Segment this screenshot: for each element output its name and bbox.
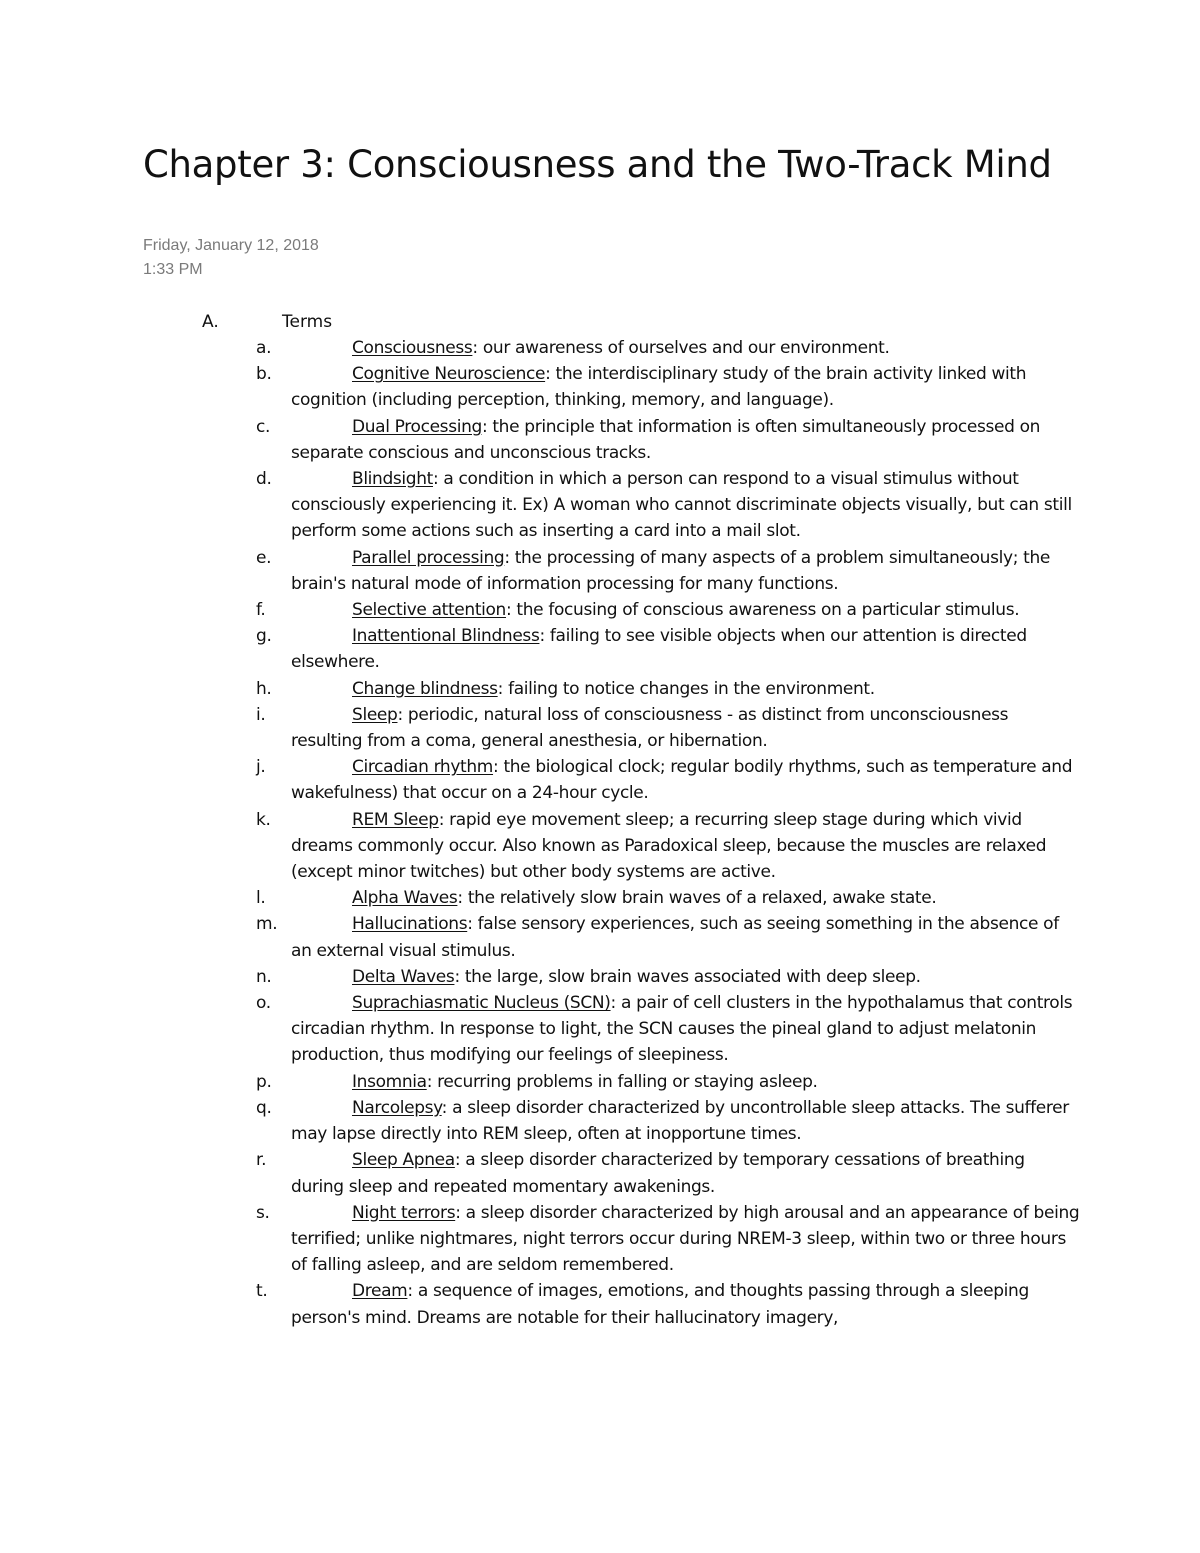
- list-item: [0, 335, 1081, 361]
- term-name: Sleep: [352, 704, 398, 725]
- term-name: Circadian rhythm: [352, 757, 494, 778]
- term-name: Dual Processing: [352, 416, 482, 437]
- term-name: Delta Waves: [352, 966, 455, 987]
- list-marker: a.: [256, 338, 272, 358]
- section-heading: [0, 309, 1200, 335]
- term-definition: : our awareness of ourselves and our environment.: [472, 338, 890, 358]
- term-name: Selective attention: [352, 600, 506, 621]
- page-title: Chapter 3: Consciousness and the Two-Track Mind: [143, 143, 1052, 186]
- list-item: [0, 702, 1081, 754]
- list-item: [0, 964, 1081, 990]
- section-marker: A.: [202, 312, 219, 332]
- term-definition: : the relatively slow brain waves of a relaxed, awake state.: [457, 888, 937, 909]
- term-name: Cognitive Neuroscience: [352, 364, 546, 385]
- list-marker: c.: [256, 416, 271, 437]
- list-item: [0, 911, 1081, 963]
- list-item: [0, 1095, 1081, 1147]
- list-item: [0, 885, 1081, 911]
- list-item: [0, 361, 1081, 413]
- term-definition: : the interdisciplinary study of the brain activity linked with cognition (including perception, thinking, memory, and language).: [291, 364, 1027, 411]
- list-marker: f.: [256, 600, 266, 621]
- list-marker: n.: [256, 966, 272, 987]
- term-name: Parallel processing: [352, 547, 505, 568]
- list-marker: k.: [256, 809, 271, 830]
- term-definition: : the principle that information is often simultaneously processed on separate conscious and unconscious tracks.: [291, 416, 1041, 463]
- list-marker: j.: [256, 757, 266, 778]
- list-marker: d.: [256, 469, 272, 490]
- term-definition: : the biological clock; regular bodily rhythms, such as temperature and wakefulness) that occur on a 24-hour cycle.: [291, 757, 1073, 804]
- term-definition: : a sleep disorder characterized by temporary cessations of breathing during sleep and repeated momentary awakenings.: [291, 1150, 1025, 1197]
- list-item: [0, 414, 1081, 466]
- section-label: Terms: [282, 312, 333, 332]
- list-item: [0, 1069, 1081, 1095]
- term-name: Dream: [352, 1281, 408, 1302]
- list-marker: o.: [256, 993, 271, 1014]
- list-marker: t.: [256, 1281, 268, 1302]
- list-marker: b.: [256, 364, 272, 385]
- list-marker: r.: [256, 1150, 267, 1171]
- term-name: Narcolepsy: [352, 1097, 442, 1118]
- term-definition: : a sleep disorder characterized by high arousal and an appearance of being terrified; unlike nightmares, night terrors occur during NREM-3 sleep, within two or three hours of falling asleep, and are seldom remembered.: [291, 1202, 1080, 1276]
- list-marker: s.: [256, 1202, 270, 1223]
- term-definition: : the processing of many aspects of a problem simultaneously; the brain's natural mode of information processing for many functions.: [291, 547, 1050, 594]
- list-item: [0, 807, 1081, 886]
- list-marker: g.: [256, 626, 272, 647]
- list-marker: p.: [256, 1071, 272, 1092]
- list-item: [0, 676, 1081, 702]
- term-name: Hallucinations: [352, 914, 468, 935]
- term-definition: : a pair of cell clusters in the hypothalamus that controls circadian rhythm. In response to light, the SCN causes the pineal gland to adjust melatonin production, thus modifying our feelings of sleepiness.: [291, 993, 1073, 1066]
- term-name: Alpha Waves: [352, 888, 458, 909]
- list-item: [0, 1278, 1081, 1330]
- term-definition: : failing to see visible objects when our attention is directed elsewhere.: [291, 626, 1027, 673]
- term-definition: : false sensory experiences, such as seeing something in the absence of an external visual stimulus.: [291, 914, 1059, 961]
- term-name: Suprachiasmatic Nucleus (SCN): [352, 993, 611, 1014]
- term-definition: : recurring problems in falling or staying asleep.: [426, 1071, 818, 1092]
- term-name: REM Sleep: [352, 809, 439, 830]
- term-name: Consciousness: [352, 338, 473, 358]
- term-name: Inattentional Blindness: [352, 626, 540, 647]
- terms-list: [0, 335, 1200, 1331]
- list-marker: e.: [256, 547, 272, 568]
- list-item: [0, 1147, 1081, 1199]
- term-definition: : the focusing of conscious awareness on a particular stimulus.: [506, 600, 1020, 621]
- term-name: Insomnia: [352, 1071, 427, 1092]
- term-definition: : failing to notice changes in the environment.: [497, 678, 875, 699]
- list-item: [0, 597, 1081, 623]
- term-definition: : a sleep disorder characterized by uncontrollable sleep attacks. The sufferer may lapse directly into REM sleep, often at inopportune times.: [291, 1097, 1069, 1145]
- list-marker: h.: [256, 678, 272, 699]
- list-marker: m.: [256, 914, 278, 935]
- term-name: Sleep Apnea: [352, 1150, 455, 1171]
- term-name: Blindsight: [352, 469, 433, 490]
- list-item: [0, 1200, 1081, 1279]
- list-item: [0, 545, 1081, 597]
- terms-section: [0, 309, 1200, 1331]
- list-item: [0, 623, 1081, 675]
- term-definition: : a condition in which a person can respond to a visual stimulus without consciously experiencing it. Ex) A woman who cannot discriminate objects visually, but can still perform some actions such as inserting a card into a mail slot.: [291, 469, 1072, 542]
- list-marker: l.: [256, 888, 266, 909]
- list-marker: i.: [256, 704, 266, 725]
- term-name: Night terrors: [352, 1202, 456, 1223]
- list-item: [0, 990, 1081, 1069]
- term-definition: : rapid eye movement sleep; a recurring sleep stage during which vivid dreams commonly occur. Also known as Paradoxical sleep, because the muscles are relaxed (except minor twitches) but other body systems are active.: [291, 809, 1047, 883]
- term-definition: : periodic, natural loss of consciousness - as distinct from unconsciousness resulting from a coma, general anesthesia, or hibernation.: [291, 704, 1009, 752]
- term-definition: : a sequence of images, emotions, and thoughts passing through a sleeping person's mind. Dreams are notable for their hallucinatory imagery,: [291, 1281, 1029, 1328]
- page-date: Friday, January 12, 2018: [143, 237, 319, 254]
- list-item: [0, 466, 1081, 545]
- list-marker: q.: [256, 1097, 272, 1118]
- term-name: Change blindness: [352, 678, 498, 699]
- page-time: 1:33 PM: [143, 261, 203, 278]
- list-item: [0, 754, 1081, 806]
- term-definition: : the large, slow brain waves associated with deep sleep.: [454, 966, 921, 987]
